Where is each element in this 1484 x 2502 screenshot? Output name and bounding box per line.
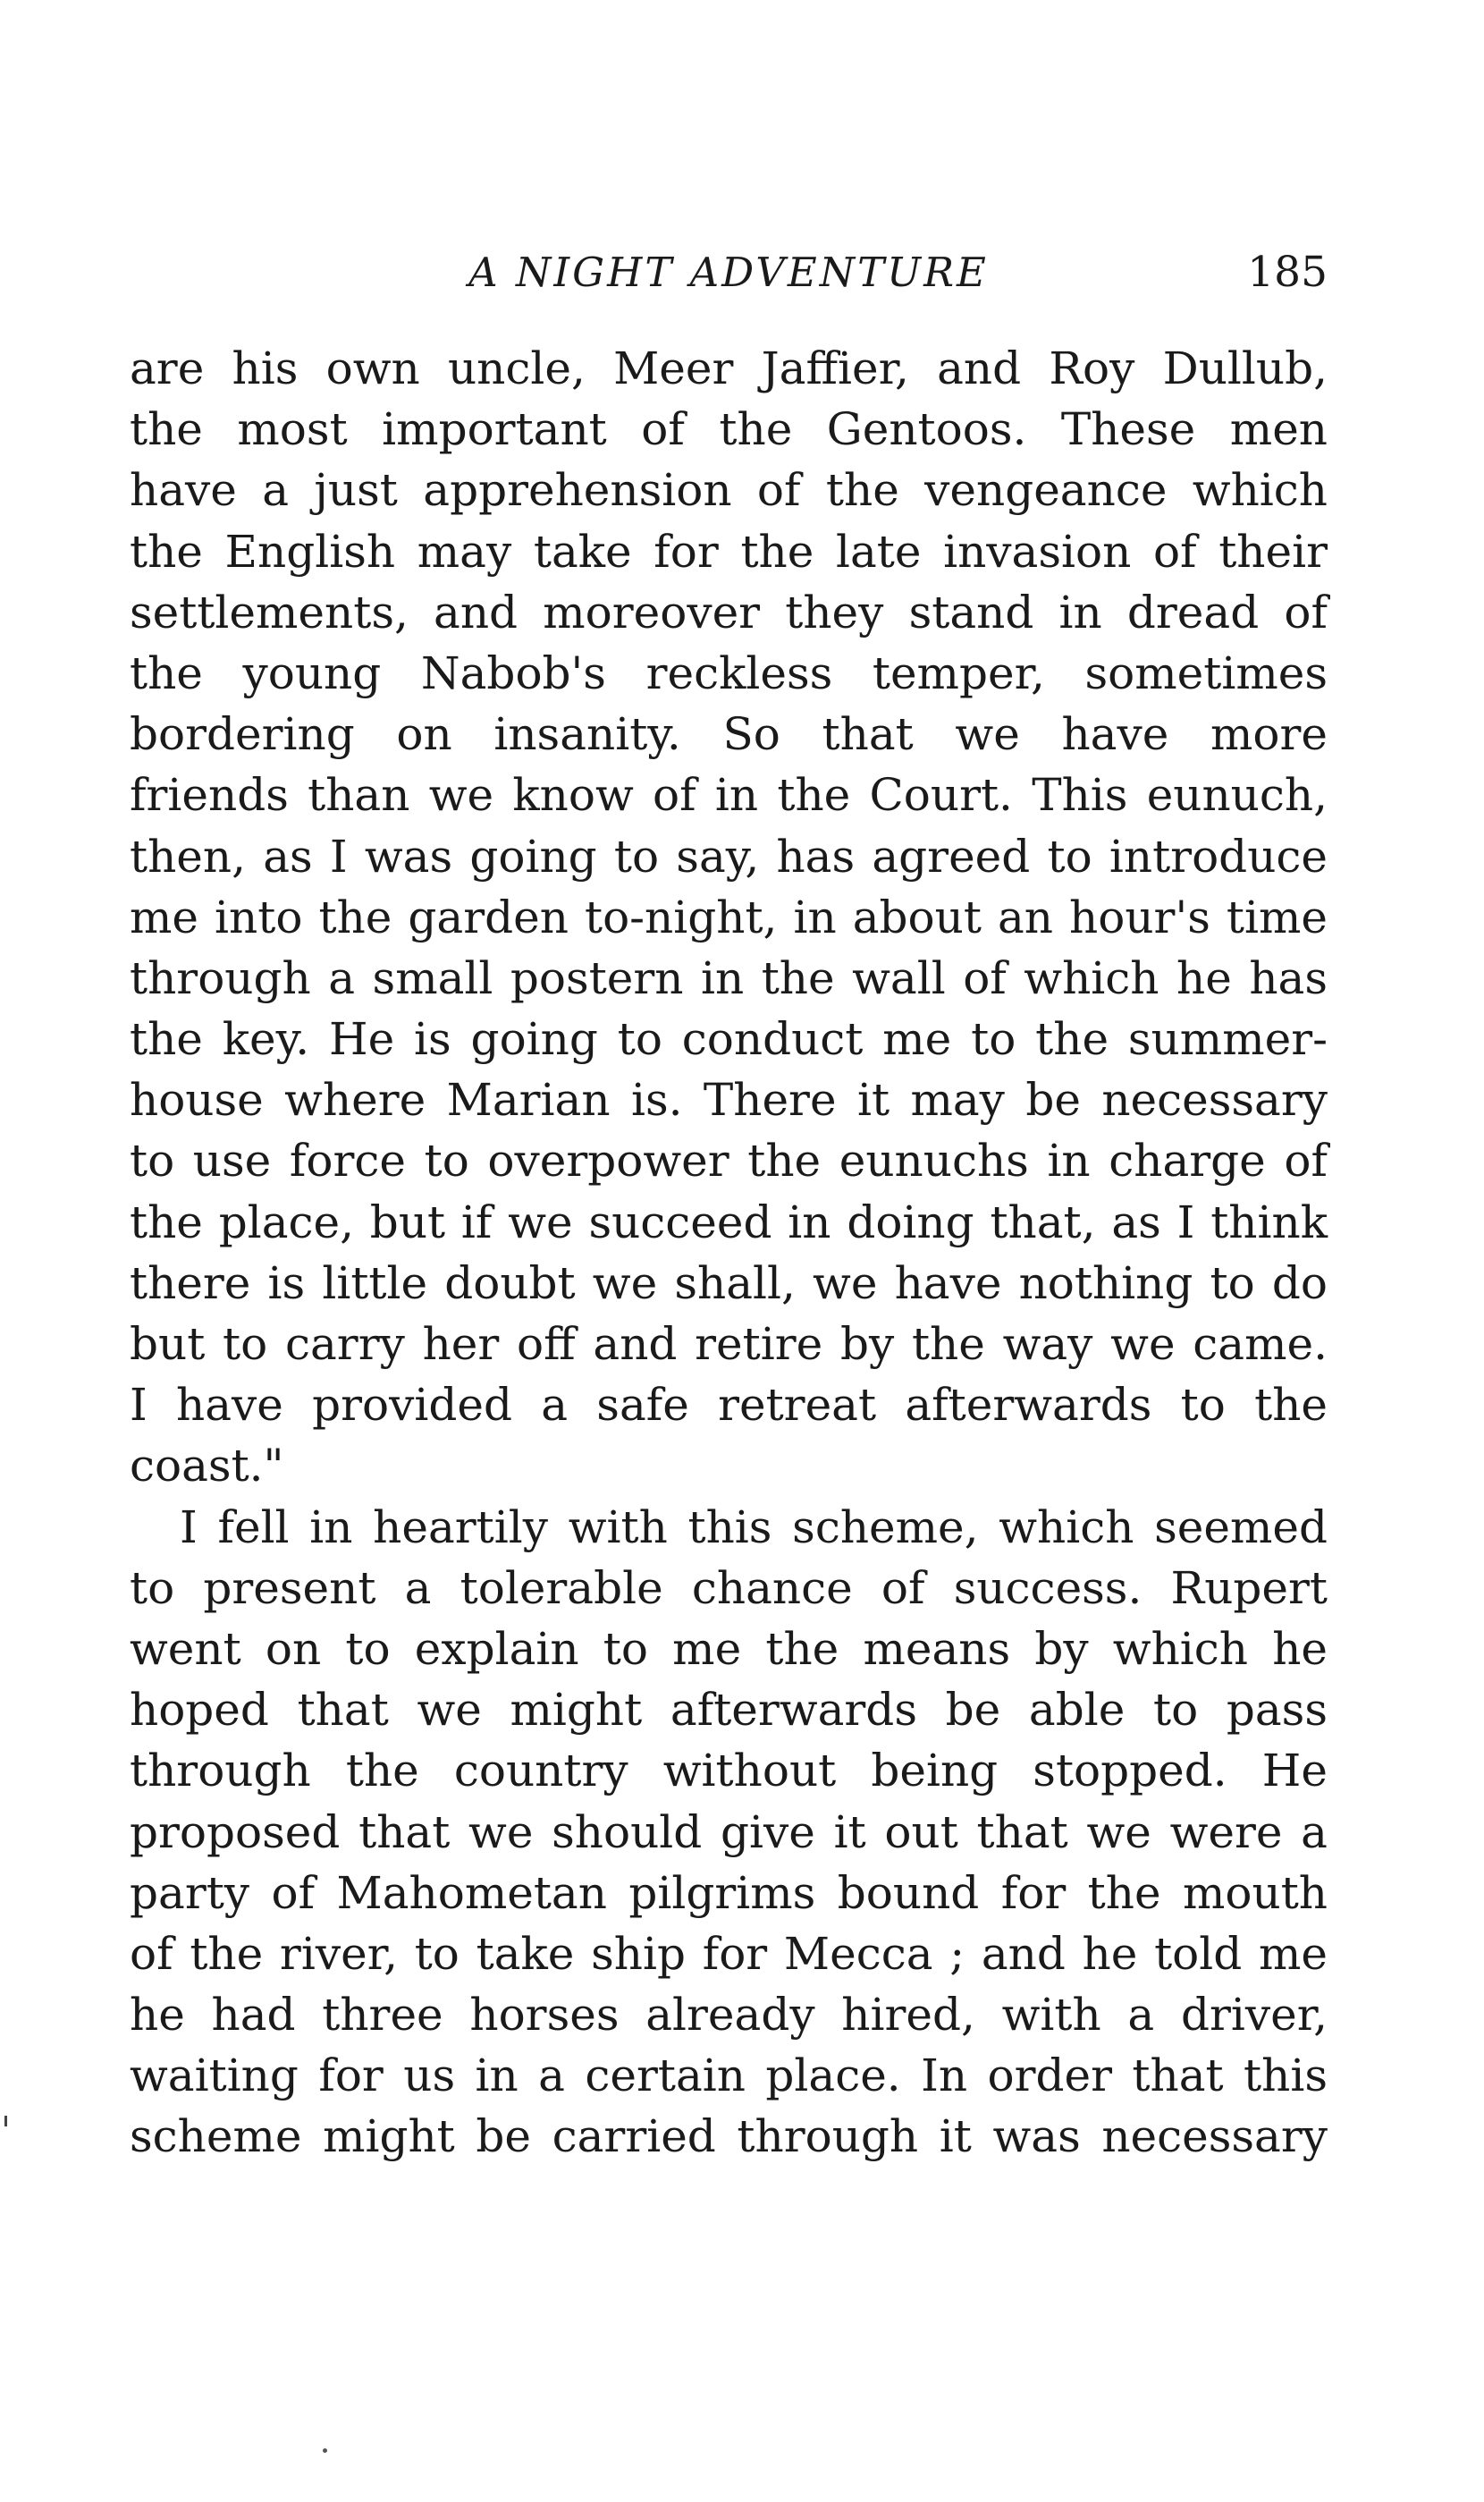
text-line: but to carry her off and retire by the way we came. <box>130 1318 1328 1370</box>
text-line: I fell in heartily with this scheme, which seemed <box>180 1500 1328 1553</box>
text-line: house where Marian is. There it may be necessary <box>130 1074 1328 1127</box>
text-line: the most important of the Gentoos. These men <box>130 403 1328 456</box>
text-line: the young Nabob's reckless temper, sometimes <box>130 647 1328 699</box>
text-line: waiting for us in a certain place. In order that this <box>130 2050 1328 2102</box>
text-line: there is little doubt we shall, we have nothing to do <box>130 1256 1328 1309</box>
text-line: me into the garden to-night, in about an hour's time <box>130 891 1328 943</box>
text-line: went on to explain to me the means by which he <box>130 1622 1328 1675</box>
text-line: bordering on insanity. So that we have more <box>130 708 1328 761</box>
text-line: I have provided a safe retreat afterwards to the <box>130 1379 1328 1432</box>
scan-artifact-dot <box>323 2448 327 2453</box>
text-line: are his own uncle, Meer Jaffier, and Roy Dullub, <box>130 342 1328 394</box>
text-line: he had three horses already hired, with a driver, <box>130 1989 1328 2041</box>
text-line: coast." <box>130 1440 284 1492</box>
text-line: to present a tolerable chance of success. Rupert <box>130 1561 1328 1614</box>
text-line: through the country without being stopped. He <box>130 1745 1328 1797</box>
text-line: party of Mahometan pilgrims bound for the mouth <box>130 1866 1328 1919</box>
text-line: to use force to overpower the eunuchs in charge of <box>130 1135 1328 1188</box>
running-head <box>130 241 1328 304</box>
text-line: the English may take for the late invasion of their <box>130 525 1328 578</box>
text-line: friends than we know of in the Court. This eunuch, <box>130 769 1328 822</box>
scan-artifact-mark <box>4 2116 7 2126</box>
page-number: 185 <box>1247 248 1328 297</box>
running-title: A NIGHT ADVENTURE <box>468 249 989 296</box>
text-line: the place, but if we succeed in doing that, as I think <box>130 1196 1328 1248</box>
text-line: proposed that we should give it out that we were a <box>130 1805 1328 1858</box>
text-line: scheme might be carried through it was necessary <box>130 2110 1328 2163</box>
text-line: through a small postern in the wall of which he has <box>130 951 1328 1004</box>
body-text <box>130 338 1328 2168</box>
text-line: the key. He is going to conduct me to the summer- <box>130 1013 1328 1066</box>
text-line: of the river, to take ship for Mecca ; and he told me <box>130 1927 1328 1980</box>
text-line: have a just apprehension of the vengeance which <box>130 464 1328 517</box>
text-line: hoped that we might afterwards be able to pass <box>130 1684 1328 1737</box>
text-line: then, as I was going to say, has agreed to introduce <box>130 830 1328 883</box>
text-line: settlements, and moreover they stand in dread of <box>130 586 1328 638</box>
